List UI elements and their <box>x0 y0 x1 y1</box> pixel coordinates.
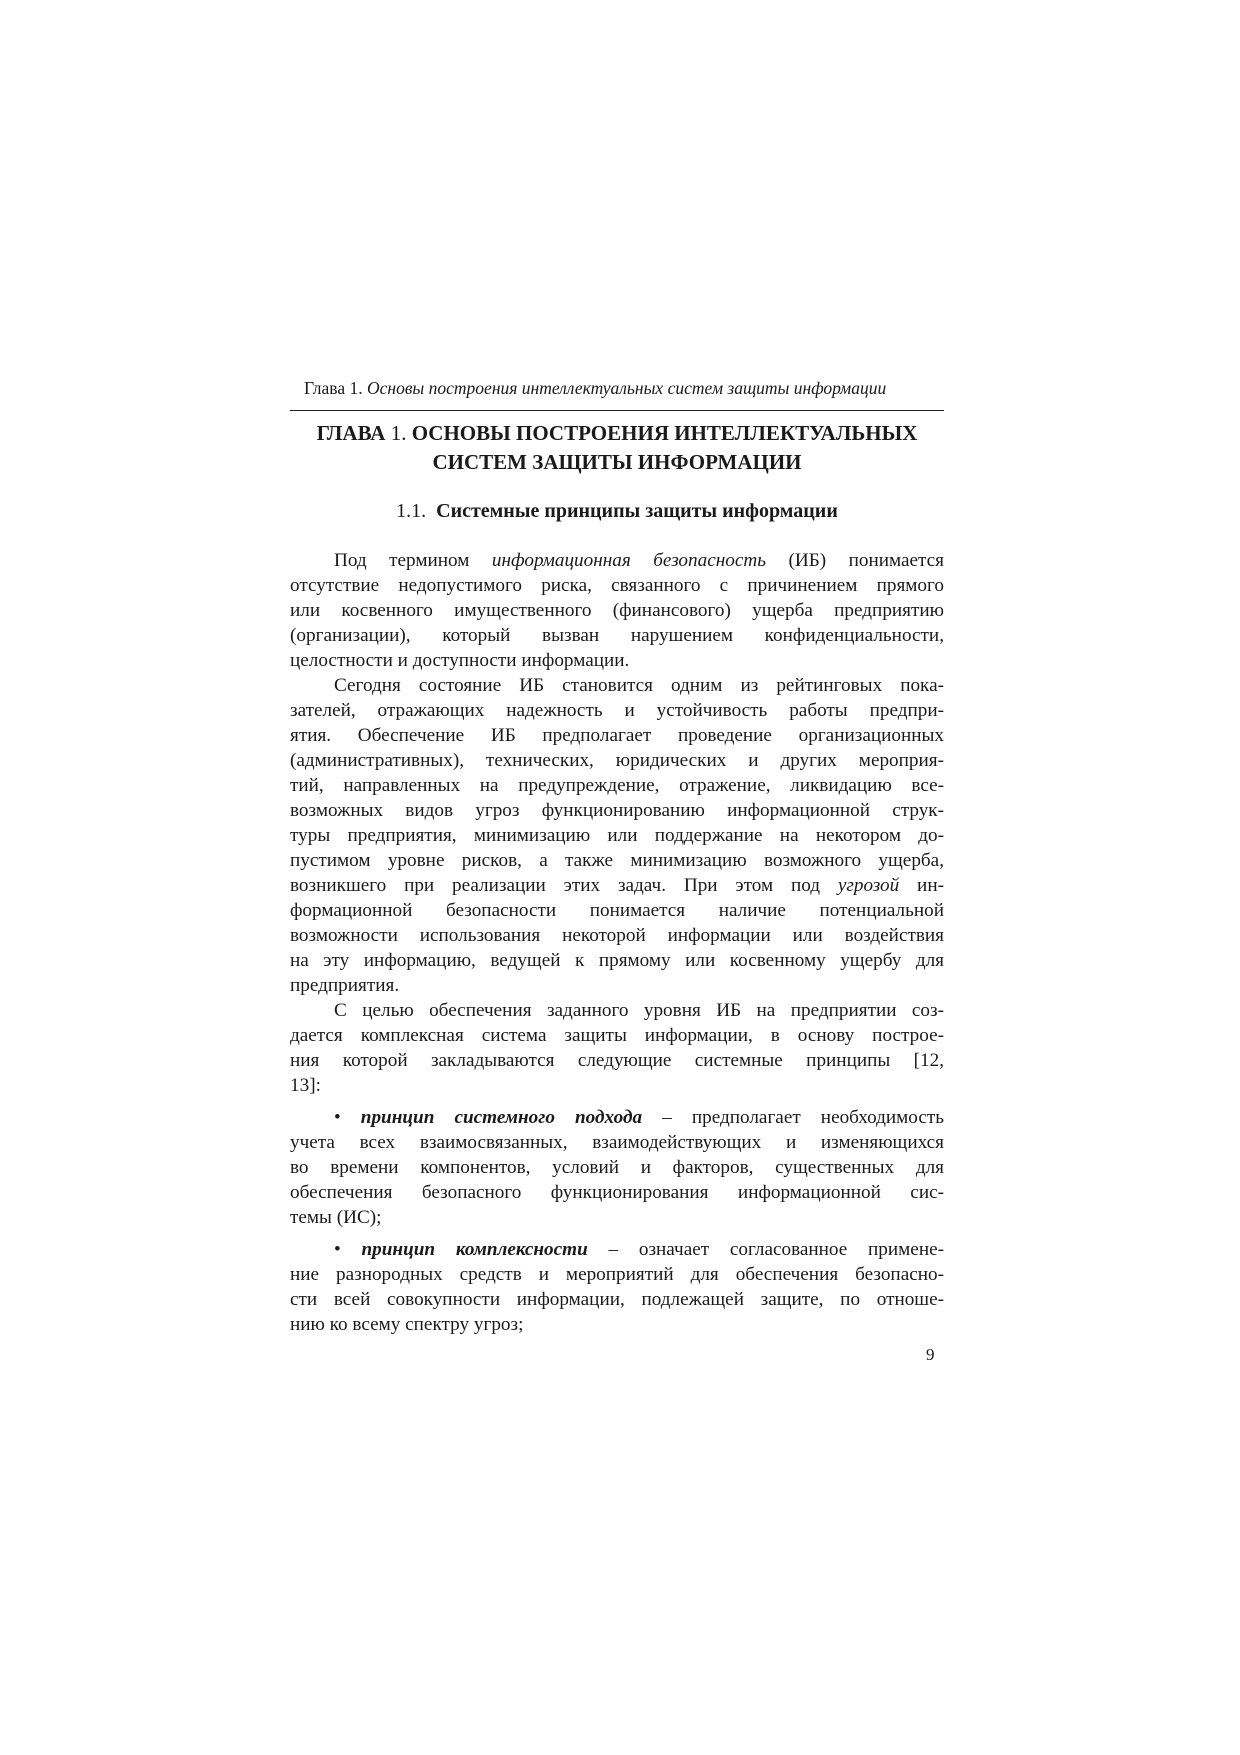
text-line: туры предприятия, минимизацию или поддержание на некотором до- <box>290 825 944 846</box>
text-line: ния которой закладываются следующие системные принципы [12, <box>290 1050 944 1071</box>
text-line: целостности и доступности информации. <box>290 650 630 671</box>
bullet-item-complexity <box>290 1237 944 1337</box>
text-line: или косвенного имущественного (финансового) ущерба предприятию <box>290 600 944 621</box>
bullet-term: принцип системного подхода <box>360 1107 643 1128</box>
text-line: 13]: <box>290 1075 321 1096</box>
text-line: темы (ИС); <box>290 1207 382 1228</box>
chapter-label: ГЛАВА <box>316 421 386 445</box>
text-line: на эту информацию, ведущей к прямому или косвенному ущербу для <box>290 950 944 971</box>
chapter-title <box>290 419 944 477</box>
bullet-icon: • <box>334 1107 341 1128</box>
running-head-title: Основы построения интеллектуальных систем защиты информации <box>366 378 887 398</box>
text-line <box>290 548 944 573</box>
section-title <box>290 497 944 525</box>
paragraph-3 <box>290 998 944 1098</box>
text-line: зателей, отражающих надежность и устойчивость работы предпри- <box>290 700 944 721</box>
text-line <box>290 1237 944 1262</box>
term-threat: угрозой <box>837 875 900 896</box>
paragraph-2 <box>290 673 944 998</box>
text-line: сти всей совокупности информации, подлежащей защите, по отноше- <box>290 1289 944 1310</box>
text-line: ние разнородных средств и мероприятий для обеспечения безопасно- <box>290 1264 944 1285</box>
text-run: возникшего при реализации этих задач. При этом под <box>290 875 838 896</box>
page-number: 9 <box>926 1345 935 1364</box>
text-run: – предполагает необходимость <box>642 1107 945 1128</box>
running-head-prefix: Глава 1. <box>304 378 363 398</box>
text-line <box>290 1105 944 1130</box>
text-line: возможных видов угроз функционированию информационной струк- <box>290 800 944 821</box>
text-line: (организации), который вызван нарушением конфиденциальности, <box>290 625 944 646</box>
term-information-security: информационная безопасность <box>491 550 766 571</box>
text-line: дается комплексная система защиты информации, в основу построе- <box>290 1025 944 1046</box>
section-name: Системные принципы защиты информации <box>436 500 838 522</box>
text-line: обеспечения безопасного функционирования информационной сис- <box>290 1182 944 1203</box>
section-number: 1.1. <box>396 500 427 522</box>
spacer <box>290 1098 944 1105</box>
text-run: – означает согласованное примене- <box>587 1239 944 1260</box>
bullet-item-system-approach <box>290 1105 944 1230</box>
paragraph-1 <box>290 548 944 673</box>
chapter-number: 1. <box>390 421 407 445</box>
chapter-title-line-2: СИСТЕМ ЗАЩИТЫ ИНФОРМАЦИИ <box>432 450 802 474</box>
text-run: ин- <box>899 875 944 896</box>
chapter-title-text-1: ОСНОВЫ ПОСТРОЕНИЯ ИНТЕЛЛЕКТУАЛЬНЫХ <box>411 421 918 445</box>
text-line: отсутствие недопустимого риска, связанного с причинением прямого <box>290 575 944 596</box>
text-line: формационной безопасности понимается наличие потенциальной <box>290 900 944 921</box>
spacer <box>290 1230 944 1237</box>
text-line: пустимом уровне рисков, а также минимизацию возможного ущерба, <box>290 850 944 871</box>
text-line: предприятия. <box>290 975 400 996</box>
text-line: учета всех взаимосвязанных, взаимодействующих и изменяющихся <box>290 1132 944 1153</box>
text-line: возможности использования некоторой информации или воздействия <box>290 925 944 946</box>
bullet-term: принцип комплексности <box>361 1239 588 1260</box>
header-rule <box>290 410 944 411</box>
text-line: (административных), технических, юридических и других мероприя- <box>290 750 944 771</box>
text-line: во времени компонентов, условий и факторов, существенных для <box>290 1157 944 1178</box>
chapter-title-line-1 <box>290 419 944 448</box>
text-line: нию ко всему спектру угроз; <box>290 1314 524 1335</box>
running-head <box>304 376 944 400</box>
text-run: Под термином <box>334 550 492 571</box>
text-line <box>290 873 944 898</box>
text-line: Сегодня состояние ИБ становится одним из рейтинговых пока- <box>334 675 944 696</box>
text-line: ятия. Обеспечение ИБ предполагает проведение организационных <box>290 725 944 746</box>
text-run: (ИБ) понимается <box>765 550 944 571</box>
body-text <box>290 548 944 1337</box>
bullet-icon: • <box>334 1239 341 1260</box>
text-line: тий, направленных на предупреждение, отражение, ликвидацию все- <box>290 775 944 796</box>
text-line: С целью обеспечения заданного уровня ИБ на предприятии соз- <box>334 1000 944 1021</box>
